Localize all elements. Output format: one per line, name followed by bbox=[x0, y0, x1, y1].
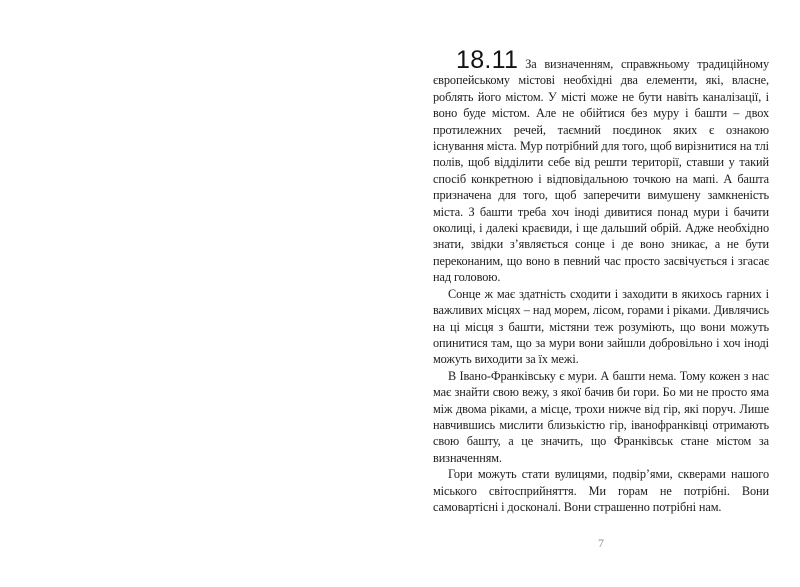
paragraph-4: Гори можуть стати вулицями, подвір’ями, скверами нашого міського світосприйняття. Ми горам не потрібні. Вони самовартісні і досконалі. Вони страшенно потрібні нам. bbox=[433, 467, 769, 514]
chapter-number: 18.11 bbox=[456, 46, 519, 74]
page-number: 7 bbox=[598, 536, 604, 550]
paragraph-2: Сонце ж має здатність сходити і заходити в якихось гарних і важливих місцях – над морем, лісом, горами і ріками. Дивлячись на ці місця з башти, містяни теж розуміють, що вони можуть опинитися там, що за мури вони зайшли добровільно і хоч іноді можуть виходити за їх межі. bbox=[433, 286, 769, 367]
paragraph-1-text: За визначенням, справжньому традиційному європейському містові необхідні два елементи, які, власне, роблять його містом. У місті може не бути навіть каналізації, і воно буде містом. Але не обійтися без муру і башти – двох протилежних речей, таємний поєдинок яких є ознакою існування міста. Мур потрібний для того, щоб вирізнитися на тлі полів, щоб відділити себе від решти території, ставши у такий спосіб конкретною і відповідальною точкою на мапі. А башта призначена для того, щоб заперечити вимушену замкненість міста. З башти треба хоч іноді дивитися понад мури і бачити околиці, і далекі краєвиди, і ще дальший обрій. Адже необхідно знати, звідки з’являється сонце і де воно зникає, а не бути переконаним, що воно в певний час просто засвічується і згасає над головою. bbox=[433, 57, 769, 285]
paragraph-3: В Івано-Франківську є мури. А башти нема. Тому кожен з нас має знайти свою вежу, з якої бачив би гори. Бо ми не просто яма між двома ріками, а місце, трохи нижче від гір, які поруч. Лише навчившись мислити близькістю гір, іванофранківці отримають свою башту, а це значить, що Франківськ стане містом за визначенням. bbox=[433, 368, 769, 465]
text-block bbox=[433, 46, 769, 515]
paragraph-1 bbox=[433, 46, 769, 286]
